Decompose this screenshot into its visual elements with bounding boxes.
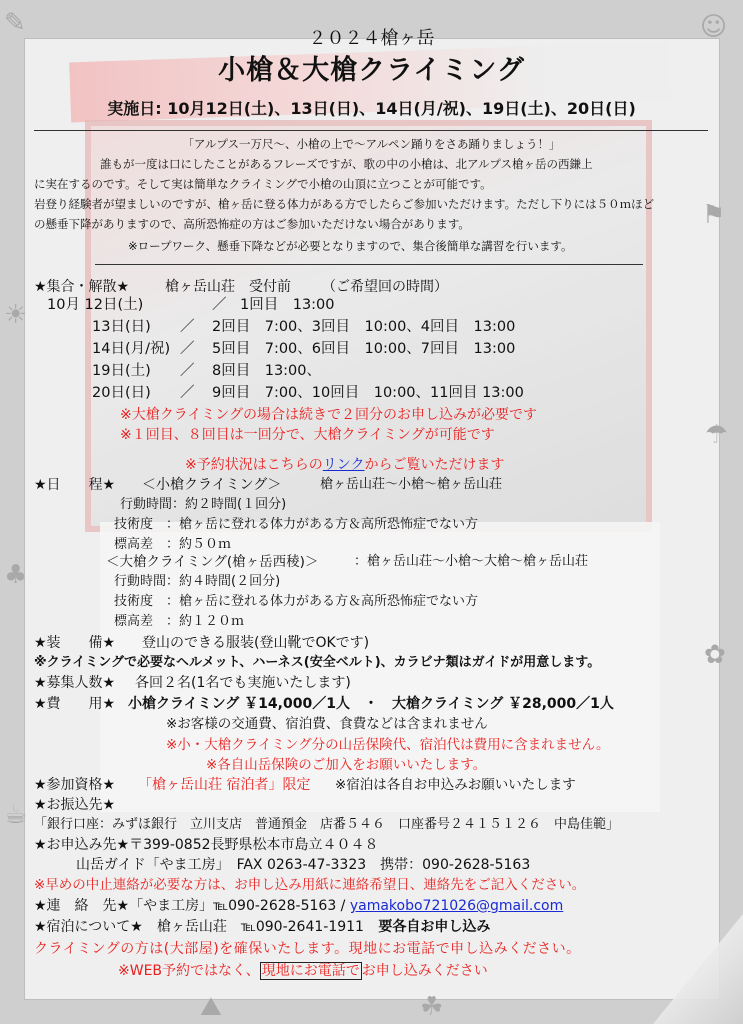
reservation-pre: ※予約状況はこちらの (185, 457, 323, 473)
meeting-slots: 5回目 7:00、6回目 10:00、7回目 13:00 (212, 341, 516, 357)
apply-note: ※早めの中止連絡が必要な方は、お申し込み用紙に連絡希望日、連絡先をご記入ください。 (34, 877, 586, 893)
event-dates: 実施日: 10月12日(土)、13日(日)、14日(月/祝)、19日(土)、20日(日) (107, 99, 636, 118)
intro-line: 誰もが一度は口にしたことがあるフレーズですが、歌の中の小槍は、北アルプス槍ヶ岳の西鎌上 (100, 157, 593, 171)
fee-note-red: ※各自山岳保険のご加入をお願いいたします。 (206, 757, 487, 773)
meeting-label: ★集合・解散★ (34, 279, 130, 295)
doodle-icon: ☘ (420, 992, 444, 1022)
contact-line (34, 899, 563, 914)
small-climb-route: 槍ヶ岳山荘～小槍～槍ヶ岳山荘 (320, 477, 503, 492)
fee-label: ★費 用★ (34, 696, 116, 712)
schedule-label: ★日 程★ (34, 477, 116, 493)
meeting-note-red: ※大槍クライミングの場合は続きで２回分のお申し込みが必要です (120, 407, 538, 423)
meeting-slots: 9回目 7:00、10回目 10:00、11回目 13:00 (212, 385, 524, 401)
meeting-note: （ご希望回の時間） (322, 279, 448, 295)
transfer-text: 「銀行口座：みずほ銀行 立川支店 普通預金 店番５４６ 口座番号２４１５１２６ 中島佳範」 (34, 817, 620, 832)
reservation-link[interactable]: リンク (322, 457, 365, 473)
reservation-note (185, 458, 504, 473)
lodging-note: クライミングの方は(大部屋)を確保いたします。現地にお電話で申し込みください。 (34, 941, 581, 957)
qualification-note: ※宿泊は各自お申込みお願いいたします (335, 777, 576, 793)
meeting-date: 20日(日) (92, 385, 151, 401)
intro-quote: 「アルプス一万尺～、小槍の上で～アルペン踊りをさあ踊りましょう！」 (182, 137, 561, 151)
meeting-slots: 2回目 7:00、3回目 10:00、4回目 13:00 (212, 319, 516, 335)
equipment-text: 登山のできる服装(登山靴でOKです) (142, 635, 370, 651)
fee-note-red: ※小・大槍クライミング分の山岳保険代、宿泊代は費用に含まれません。 (166, 737, 610, 753)
small-climb-title: ＜小槍クライミング＞ (142, 477, 282, 493)
doodle-icon: ☂ (705, 420, 729, 450)
doodle-icon: ♣ (4, 560, 28, 590)
apply-label: ★お申込み先★〒399-0852長野県松本市島立４０４８ (34, 837, 379, 853)
small-climb-elevation: 標高差 ：約５０ｍ (114, 537, 232, 552)
lodging-label: ★宿泊について★ 槍ヶ岳山荘 ℡090-2641-1911 (34, 919, 364, 935)
small-climb-skill: 技術度 ：槍ヶ岳に登れる体力がある方＆高所恐怖症でない方 (114, 517, 479, 532)
lodging-note2-post: お申し込みください (361, 963, 488, 979)
intro-line: に実在するのです。そして実は簡単なクライミングで小槍の山頂に立つことが可能です。 (34, 177, 492, 191)
big-climb-route: ：槍ヶ岳山荘～小槍～大槍～槍ヶ岳山荘 (354, 554, 589, 569)
lodging-note2 (118, 964, 488, 979)
fee-note: ※お客様の交通費、宿泊費、食費などは含まれません (166, 716, 488, 732)
intro-note: ※ロープワーク、懸垂下降などが必要となりますので、集合後簡単な講習を行います。 (128, 239, 573, 253)
contact-label: ★連 絡 先★「やま工房」℡090-2628-5163 / (34, 898, 346, 914)
big-climb-title: ＜大槍クライミング(槍ヶ岳西稜)＞ (106, 554, 319, 570)
doodle-icon: ⛰ (200, 992, 222, 1022)
meeting-place: 槍ヶ岳山荘 受付前 (165, 279, 291, 295)
intro-line: の懸垂下降がありますので、高所恐怖症の方はご参加いただけない場合があります。 (34, 217, 470, 231)
doodle-icon: ☀ (4, 300, 28, 330)
doodle-icon: ☺ (700, 12, 728, 42)
capacity-label: ★募集人数★ (34, 675, 116, 691)
contact-email[interactable]: yamakobo721026@gmail.com (349, 898, 564, 914)
year-heading: ２０２４槍ヶ岳 (308, 28, 435, 49)
qualification-label: ★参加資格★ (34, 777, 116, 793)
fee-text: 小槍クライミング ￥14,000／1人 ・ 大槍クライミング ￥28,000／1人 (128, 696, 614, 712)
lodging-emphasis: 要各自お申し込み (378, 919, 491, 935)
page-title: 小槍＆大槍クライミング (218, 55, 525, 86)
doodle-icon: ✎ (4, 8, 26, 38)
capacity-text: 各回２名(1名でも実施いたします) (135, 675, 351, 691)
qualification-text: 「槍ヶ岳山荘 宿泊者」限定 (138, 777, 311, 793)
reservation-post: からご覧いただけます (364, 457, 505, 473)
meeting-date: 14日(月/祝) (92, 341, 171, 357)
transfer-label: ★お振込先★ (34, 797, 116, 813)
lodging-line (34, 920, 490, 935)
apply-contact: 山岳ガイド「やま工房」 FAX 0263-47-3323 携帯：090-2628-5163 (76, 857, 531, 873)
meeting-sep: ／ (212, 297, 227, 313)
meeting-note-red: ※１回目、８回目は一回分で、大槍クライミングが可能です (120, 427, 495, 443)
big-climb-skill: 技術度 ：槍ヶ岳に登れる体力がある方＆高所恐怖症でない方 (114, 594, 479, 609)
meeting-slots: 1回目 13:00 (240, 297, 335, 313)
equipment-label: ★装 備★ (34, 635, 116, 651)
lodging-note2-box: 現地にお電話で (261, 963, 360, 979)
big-climb-time: 行動時間：約４時間(２回分) (114, 574, 281, 589)
meeting-sep: ／ (180, 385, 195, 401)
intro-line: 岩登り経験者が望ましいのですが、槍ヶ岳に登る体力がある方でしたらご参加いただけます。ただし下りには５０ｍほど (34, 197, 655, 211)
meeting-date: 19日(土) (92, 363, 151, 379)
meeting-date: 13日(日) (92, 319, 151, 335)
doodle-icon: ⚑ (702, 200, 726, 230)
meeting-sep: ／ (180, 363, 195, 379)
equipment-note: ※クライミングで必要なヘルメット、ハーネス(安全ベルト)、カラビナ類はガイドが用意します。 (34, 655, 601, 670)
big-climb-elevation: 標高差 ：約１２０ｍ (114, 614, 245, 629)
lodging-note2-pre: ※WEB予約ではなく、 (118, 963, 260, 979)
doodle-icon: ☕ (4, 800, 28, 830)
doodle-icon: ✿ (704, 640, 726, 670)
small-climb-time: 行動時間：約２時間(１回分) (120, 497, 287, 512)
divider (95, 264, 643, 265)
divider (34, 130, 708, 131)
meeting-date: 10月 12日(土) (47, 297, 144, 313)
meeting-sep: ／ (180, 341, 195, 357)
meeting-slots: 8回目 13:00、 (212, 363, 322, 379)
meeting-sep: ／ (180, 319, 195, 335)
